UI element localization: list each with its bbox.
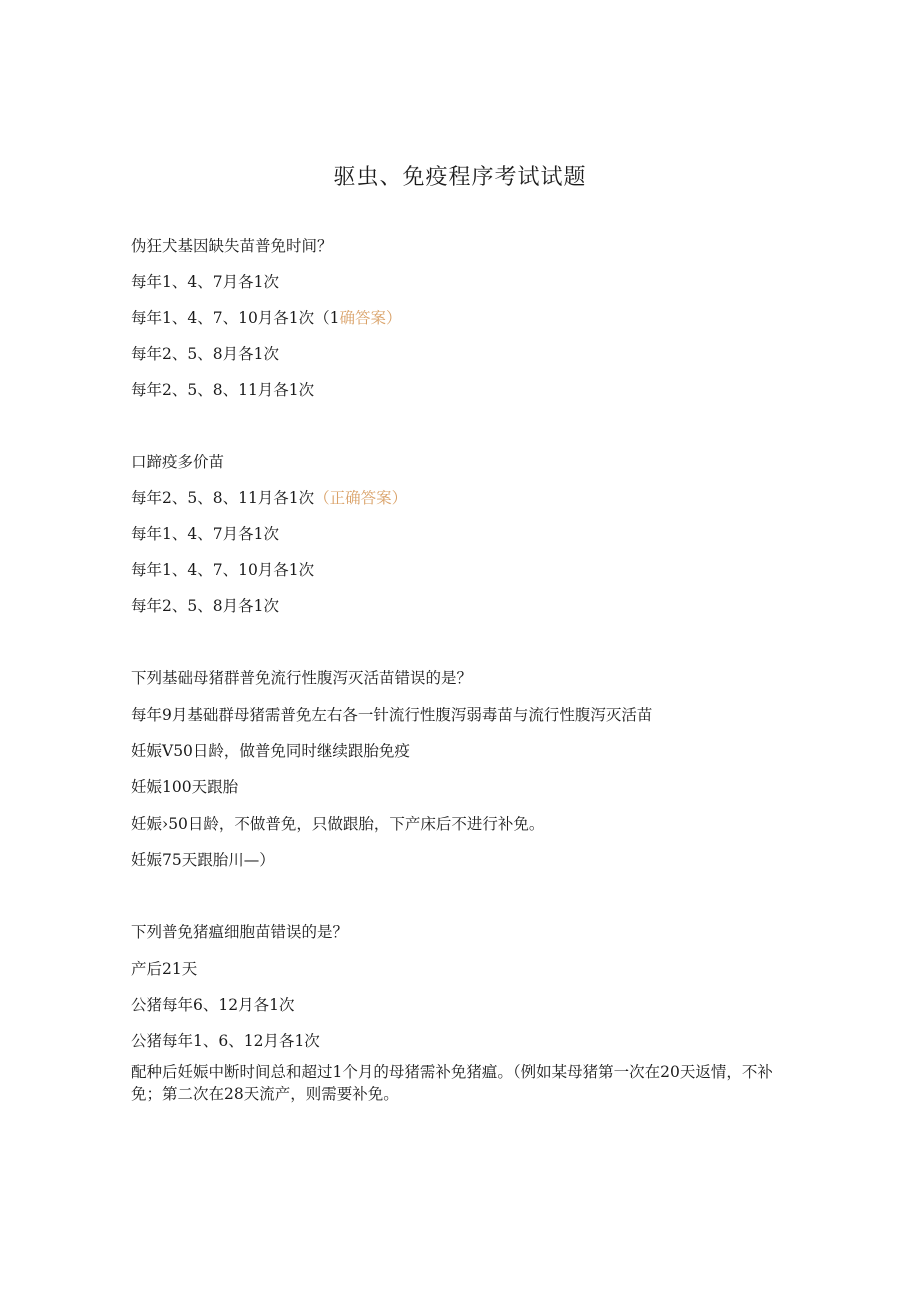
question-3-option-3[interactable] [131, 776, 238, 798]
question-1-option-2[interactable] [131, 307, 402, 329]
option-text: 每年2、5、8、11月各1次 [131, 489, 315, 507]
question-1-text: 伪狂犬基因缺失苗普免时间？ [131, 237, 333, 255]
option-text: 妊娠75天跟胎川—） [131, 851, 275, 869]
question-3-text: 下列基础母猪群普免流行性腹泻灭活苗错误的是？ [131, 669, 473, 687]
question-3-option-5[interactable] [131, 849, 275, 871]
option-text: 每年1、4、7、10月各1次（1 [131, 309, 340, 327]
question-2-option-4[interactable] [131, 595, 279, 617]
option-text: 每年1、4、7月各1次 [131, 273, 279, 291]
question-4-option-4[interactable] [131, 1061, 781, 1105]
question-1-option-1[interactable] [131, 271, 279, 293]
question-1-option-3[interactable] [131, 343, 279, 365]
question-4-option-1[interactable] [131, 958, 197, 980]
question-2-text: 口蹄疫多价苗 [131, 453, 225, 471]
question-1-option-4[interactable] [131, 379, 314, 401]
question-2-option-1[interactable] [131, 487, 407, 509]
question-3-option-1[interactable] [131, 704, 652, 726]
page-title: 驱虫、免疫程序考试试题 [333, 165, 587, 190]
question-4-option-2[interactable] [131, 994, 294, 1016]
question-2-option-3[interactable] [131, 559, 314, 581]
answer-note: （正确答案） [314, 489, 408, 507]
option-text: 每年1、4、7、10月各1次 [131, 561, 315, 579]
question-4-option-3[interactable] [131, 1030, 320, 1052]
option-text: 妊娠›50日龄，不做普免，只做跟胎，下产床后不进行补免。 [131, 815, 545, 833]
option-text: 每年2、5、8月各1次 [131, 597, 279, 615]
option-text: 每年1、4、7月各1次 [131, 525, 279, 543]
option-text: 妊娠100天跟胎 [131, 778, 239, 796]
question-2-option-2[interactable] [131, 523, 279, 545]
option-text: 每年2、5、8月各1次 [131, 345, 279, 363]
option-text: 每年9月基础群母猪需普免左右各一针流行性腹泻弱毒苗与流行性腹泻灭活苗 [131, 706, 653, 724]
option-text: 每年2、5、8、11月各1次 [131, 381, 315, 399]
option-text: 妊娠V50日龄，做普免同时继续跟胎免疫 [131, 742, 410, 760]
option-text: 产后21天 [131, 960, 198, 978]
question-3-option-4[interactable] [131, 813, 544, 835]
answer-note: 确答案） [339, 309, 402, 327]
question-4-text: 下列普免猪瘟细胞苗错误的是？ [131, 923, 349, 941]
option-text: 配种后妊娠中断时间总和超过1个月的母猪需补免猪瘟。（例如某母猪第一次在20天返情，不补免；第二次在28天流产，则需要补免。 [131, 1063, 773, 1103]
option-text: 公猪每年1、6、12月各1次 [131, 1032, 320, 1050]
question-3-option-2[interactable] [131, 740, 410, 762]
option-text: 公猪每年6、12月各1次 [131, 996, 295, 1014]
